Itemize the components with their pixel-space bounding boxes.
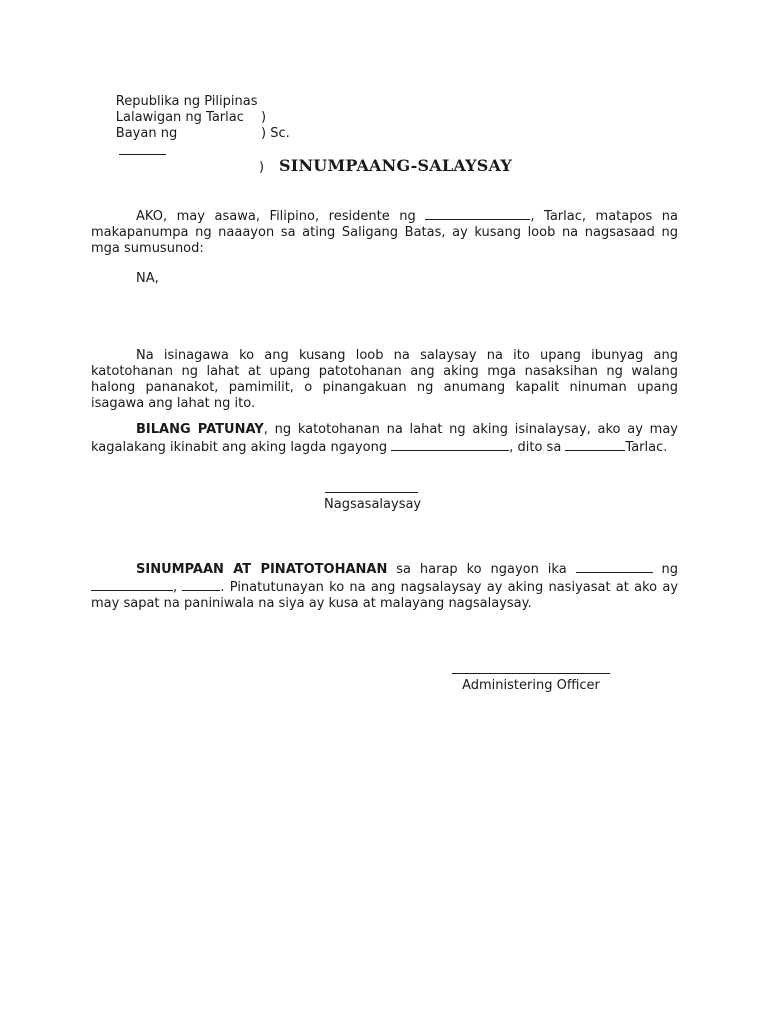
jurat-lead: SINUMPAAN AT PINATOTOHANAN [136, 562, 388, 577]
jurat-text-end: . Pinatutunayan ko na ang nagsalaysay ay aking nasiyasat at ako ay may sapat na paniniwala na siya ay kusa at malayang nagsalaysay. [91, 580, 679, 611]
opening-text: AKO, may asawa, Filipino, residente ng [136, 209, 426, 224]
jurat-text: sa harap ko ngayon ika [387, 562, 576, 577]
date-blank-line [391, 438, 509, 451]
officer-signature-block [451, 673, 611, 694]
officer-signature-line [452, 673, 610, 674]
document-body [91, 78, 679, 693]
jurat-comma: , [173, 580, 183, 595]
jurat-text-ng: ng [652, 562, 679, 577]
affiant-signature-block [324, 492, 422, 513]
venue-town-text: Bayan ng [115, 126, 178, 141]
na-heading: NA, [136, 271, 159, 286]
venue-republic-text: Republika ng Pilipinas [115, 94, 258, 109]
venue-province-text: Lalawigan ng Tarlac [115, 110, 244, 125]
attestation-paragraph [91, 422, 678, 456]
document-title: SINUMPAANG-SALAYSAY [279, 156, 512, 175]
town-blank-line [119, 142, 166, 155]
attestation-text: , ng katotohanan na lahat ng aking isinalaysay, ako ay may kagalakang ikinabit ang aking lagda ngayong [91, 422, 678, 455]
opening-paragraph [91, 207, 678, 257]
residence-blank-line [425, 207, 530, 220]
attestation-lead: BILANG PATUNAY [136, 422, 264, 437]
affiant-label: Nagsasalaysay [324, 497, 422, 512]
year-blank-line [182, 578, 220, 591]
officer-label: Administering Officer [462, 678, 600, 693]
affiant-signature-line [325, 492, 418, 493]
statement-paragraph: Na isinagawa ko ang kusang loob na salaysay na ito upang ibunyag ang katotohanan ng lahat at upang patotohanan ang aking mga nasaksihan ng walang halong pananakot, pamimilit, o pinangakuan ng anumang kapalit ninuman upang isagawa ang lahat ng ito. [91, 348, 678, 411]
attestation-text-end: Tarlac. [625, 440, 668, 455]
month-blank-line [91, 578, 173, 591]
attestation-text-cont: , dito sa [509, 440, 566, 455]
place-blank-line [565, 438, 625, 451]
venue-paren: ) [261, 110, 267, 125]
jurat-paragraph [91, 560, 678, 612]
day-blank-line [576, 560, 653, 573]
opening-text-cont: , Tarlac, matapos na makapanumpa ng naaayon sa ating Saligang Batas, ay kusang loob na nagsasaad ng mga sumusunod: [91, 209, 679, 256]
venue-paren: ) [259, 160, 265, 175]
venue-paren-sc: ) Sc. [261, 126, 290, 141]
